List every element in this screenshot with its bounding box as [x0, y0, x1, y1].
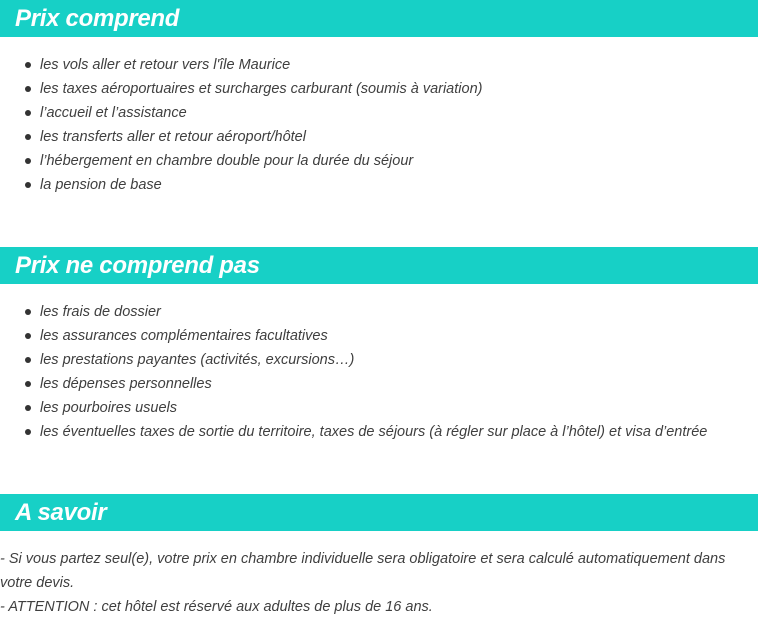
section-prix-comprend — [0, 0, 758, 197]
list-item-text: les prestations payantes (activités, excursions…) — [40, 352, 355, 368]
list-item — [0, 300, 758, 324]
bullet-icon — [25, 134, 31, 140]
savoir-notes — [0, 547, 752, 619]
bullet-icon — [25, 381, 31, 387]
section-header — [0, 494, 758, 531]
list-item-text: l’accueil et l’assistance — [40, 105, 187, 121]
included-list — [0, 53, 758, 197]
bullet-icon — [25, 405, 31, 411]
section-title: Prix comprend — [15, 5, 180, 32]
section-title: Prix ne comprend pas — [15, 252, 260, 279]
bullet-icon — [25, 429, 31, 435]
list-item — [0, 125, 758, 149]
section-header — [0, 0, 758, 37]
bullet-icon — [25, 110, 31, 116]
section-header — [0, 247, 758, 284]
list-item — [0, 77, 758, 101]
list-item-text: les taxes aéroportuaires et surcharges carburant (soumis à variation) — [40, 81, 483, 97]
section-title: A savoir — [15, 499, 107, 526]
bullet-icon — [25, 86, 31, 92]
bullet-icon — [25, 62, 31, 68]
list-item-text: l’hébergement en chambre double pour la durée du séjour — [40, 153, 414, 169]
section-a-savoir — [0, 494, 758, 619]
list-item — [0, 324, 758, 348]
list-item — [0, 53, 758, 77]
list-item — [0, 372, 758, 396]
savoir-note: - Si vous partez seul(e), votre prix en chambre individuelle sera obligatoire et sera calculé automatiquement dans votre devis. — [0, 551, 726, 591]
section-prix-ne-comprend-pas — [0, 247, 758, 444]
list-item — [0, 396, 758, 420]
list-item-text: les frais de dossier — [40, 304, 161, 320]
list-item-text: les assurances complémentaires facultatives — [40, 328, 328, 344]
bullet-icon — [25, 158, 31, 164]
list-item — [0, 149, 758, 173]
list-item-text: les pourboires usuels — [40, 400, 178, 416]
list-item — [0, 173, 758, 197]
list-item-text: les éventuelles taxes de sortie du territoire, taxes de séjours (à régler sur place à l’hôtel) et visa d’entrée — [40, 424, 708, 440]
excluded-list — [0, 300, 758, 444]
list-item-text: la pension de base — [40, 177, 162, 193]
list-item — [0, 101, 758, 125]
list-item-text: les transferts aller et retour aéroport/hôtel — [40, 129, 306, 145]
list-item — [0, 348, 758, 372]
list-item-text: les dépenses personnelles — [40, 376, 212, 392]
bullet-icon — [25, 357, 31, 363]
bullet-icon — [25, 182, 31, 188]
bullet-icon — [25, 333, 31, 339]
savoir-note: - ATTENTION : cet hôtel est réservé aux adultes de plus de 16 ans. — [0, 599, 433, 615]
list-item — [0, 420, 758, 444]
list-item-text: les vols aller et retour vers l'île Maurice — [40, 57, 291, 73]
bullet-icon — [25, 309, 31, 315]
